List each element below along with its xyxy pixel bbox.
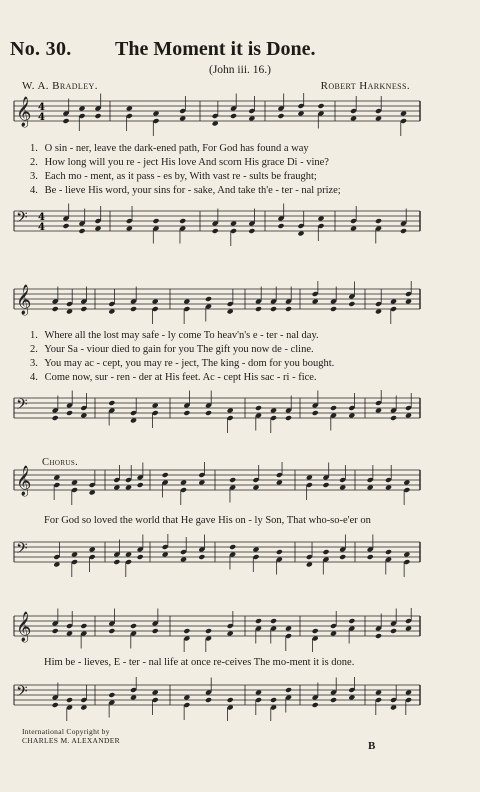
- author-credit: W. A. Bradley.: [22, 80, 98, 92]
- bass-clef-icon: 𝄢: [16, 396, 28, 417]
- hymn-number: No. 30.: [10, 38, 72, 60]
- treble-staff-chorus2: [0, 608, 480, 652]
- svg-text:4: 4: [38, 102, 45, 113]
- bass-staff-chorus1: [0, 534, 480, 578]
- chorus-line1: For God so loved the world that He gave His on - ly Son, That who-so-e'er on: [44, 515, 371, 526]
- verse-2-line1: 2. How long will you re - ject His love And scorn His grace Di - vine?: [30, 157, 329, 168]
- signature-mark: B: [368, 740, 376, 752]
- svg-text:4: 4: [38, 222, 45, 233]
- chorus-line2: Him be - lieves, E - ter - nal life at once re-ceives The mo-ment it is done.: [44, 657, 355, 668]
- chorus-label: Chorus.: [42, 457, 79, 468]
- treble-clef-icon: 𝄞: [16, 285, 32, 315]
- verse-4-line1: 4. Be - lieve His word, your sins for - sake, And take th'e - ter - nal prize;: [30, 185, 341, 196]
- bass-clef-icon: 𝄢: [16, 683, 28, 704]
- svg-text:4: 4: [38, 212, 45, 223]
- composer-credit: Robert Harkness.: [320, 80, 410, 92]
- verse-2-line2: 2. Your Sa - viour died to gain for you The gift you now de - cline.: [30, 344, 314, 355]
- treble-clef-icon: 𝄞: [16, 97, 32, 127]
- svg-text:4: 4: [38, 112, 45, 123]
- treble-clef-icon: 𝄞: [16, 612, 32, 642]
- verse-1-line1: 1. O sin - ner, leave the dark-ened path, For God has found a way: [30, 143, 309, 154]
- treble-clef-icon: 𝄞: [16, 466, 32, 496]
- bass-staff-chorus2: [0, 677, 480, 721]
- verse-3-line1: 3. Each mo - ment, as it pass - es by, With vast re - sults be fraught;: [30, 171, 317, 182]
- hymn-title: The Moment it is Done.: [115, 38, 316, 60]
- bass-clef-icon: 𝄢: [16, 540, 28, 561]
- copyright-notice: International Copyright by CHARLES M. ALEXANDER: [22, 727, 120, 745]
- bass-staff-system1: [0, 203, 480, 247]
- bass-staff-system2: [0, 390, 480, 434]
- verse-4-line2: 4. Come now, sur - ren - der at His feet. Ac - cept His sac - ri - fice.: [30, 372, 317, 383]
- scripture-reference: (John iii. 16.): [209, 64, 271, 76]
- verse-3-line2: 3. You may ac - cept, you may re - ject, The king - dom for you bought.: [30, 358, 335, 369]
- bass-clef-icon: 𝄢: [16, 209, 28, 230]
- treble-staff-system1: [0, 93, 480, 137]
- treble-staff-chorus1: [0, 462, 480, 506]
- treble-staff-system2: [0, 281, 480, 325]
- verse-1-line2: 1. Where all the lost may safe - ly come To heav'n's e - ter - nal day.: [30, 330, 319, 341]
